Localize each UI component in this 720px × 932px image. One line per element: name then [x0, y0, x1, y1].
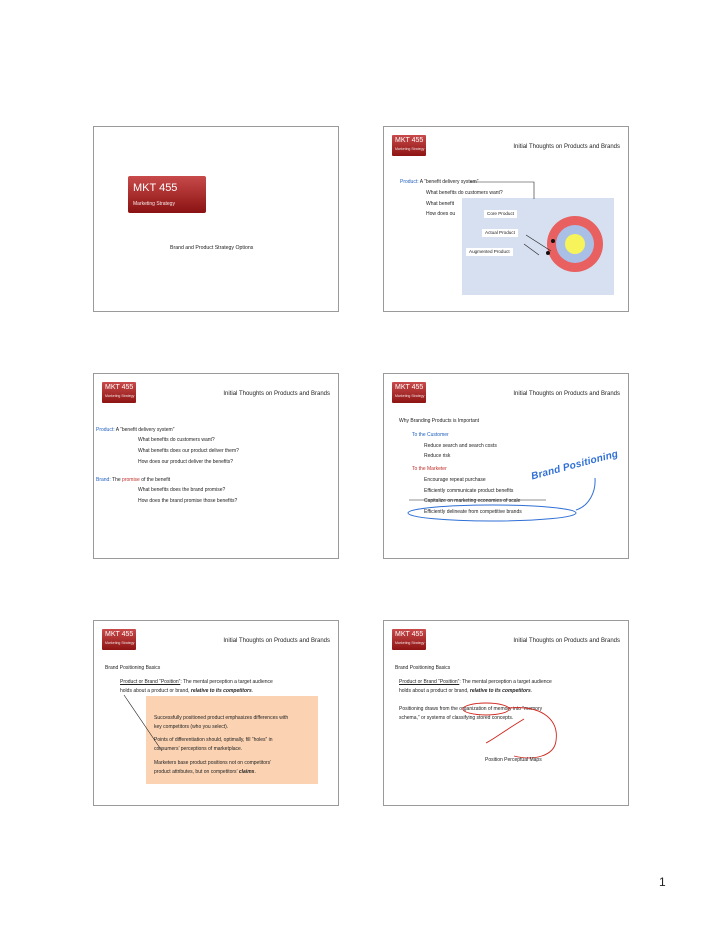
slide-5 — [93, 620, 339, 806]
customer-label: To the Customer — [412, 432, 449, 438]
slide-6 — [383, 620, 629, 806]
customer-item: Reduce risk — [424, 453, 451, 459]
position-term: Product or Brand “Position” — [399, 679, 460, 685]
bracket-connector — [384, 127, 628, 311]
course-logo-subtitle: Marketing Strategy — [395, 147, 425, 151]
course-logo-subtitle: Marketing Strategy — [105, 394, 135, 398]
marketer-item: Capitalize on marketing economies of scale — [424, 498, 521, 504]
brand-positioning-callout: Brand Positioning — [530, 448, 620, 483]
course-logo — [128, 176, 206, 213]
note-text: product attributes, but on competitors’ — [154, 769, 239, 775]
memory-schema-text: Positioning draws from the organization of memory into “memory — [399, 706, 543, 712]
callout-connector — [384, 621, 628, 805]
product-question: What benefits does our product deliver them? — [138, 448, 239, 454]
position-definition-text: holds about a product or brand, — [399, 688, 470, 694]
note-line: key competitors (who you select). — [154, 724, 229, 730]
product-question: What benefit — [426, 201, 455, 207]
product-question: What benefits do customers want? — [138, 437, 215, 443]
brand-definition — [96, 477, 170, 484]
course-logo-subtitle: Marketing Strategy — [395, 394, 425, 398]
slide-title: Initial Thoughts on Products and Brands — [513, 638, 620, 644]
position-definition-text: . — [251, 688, 254, 694]
product-question: What benefits do customers want? — [426, 190, 503, 196]
slide-title: Initial Thoughts on Products and Brands — [223, 638, 330, 644]
augmented-product-label: Augmented Product — [466, 248, 513, 256]
course-logo-subtitle: Marketing Strategy — [395, 641, 425, 645]
position-definition-text: : The mental perception a target audience — [459, 679, 552, 685]
brand-definition-text: The — [110, 477, 123, 483]
emphasis-text: claims — [238, 769, 255, 775]
course-logo-title: MKT 455 — [395, 384, 424, 391]
course-logo-title: MKT 455 — [133, 182, 178, 194]
memory-schema-text: schema,” or systems of classifying stored concepts. — [399, 715, 514, 721]
slide-1 — [93, 126, 339, 312]
position-definition-text: . — [530, 688, 533, 694]
position-definition-text: holds about a product or brand, — [120, 688, 191, 694]
course-logo — [102, 382, 136, 403]
emphasis-text: relative to its competitors — [190, 688, 252, 694]
slide-3 — [93, 373, 339, 559]
pointer-line — [94, 621, 338, 805]
slide-title: Initial Thoughts on Products and Brands — [223, 391, 330, 397]
course-logo-title: MKT 455 — [395, 137, 424, 144]
brand-promise-word: promise — [122, 477, 140, 483]
product-label: Product: — [96, 427, 115, 433]
product-definition-text: A “benefit delivery system” — [114, 427, 175, 433]
note-text: . — [254, 769, 256, 775]
product-definition-text: A “benefit delivery system” — [418, 179, 479, 185]
actual-pointer-dot — [551, 239, 555, 243]
course-logo-title: MKT 455 — [105, 384, 134, 391]
marketer-item: Efficiently delineate from competitive brands — [424, 509, 522, 515]
position-term: Product or Brand “Position” — [120, 679, 181, 685]
slide-title: Initial Thoughts on Products and Brands — [513, 391, 620, 397]
marketer-item: Encourage repeat purchase — [424, 477, 486, 483]
slide-heading: Why Branding Products is Important — [399, 418, 480, 424]
course-logo-title: MKT 455 — [395, 631, 424, 638]
note-line: consumers’ perceptions of marketplace. — [154, 746, 243, 752]
brand-label: Brand: — [96, 477, 111, 483]
note-line: Successfully positioned product emphasizes differences with — [154, 715, 289, 721]
product-question: How does our product deliver the benefits? — [138, 459, 234, 465]
note-line — [154, 769, 256, 776]
course-logo-subtitle: Marketing Strategy — [133, 201, 175, 207]
slide-4 — [383, 373, 629, 559]
actual-product-label: Actual Product — [482, 229, 518, 237]
product-definition — [96, 427, 174, 434]
marketer-item: Efficiently communicate product benefits — [424, 488, 514, 494]
note-line: Marketers base product positions not on competitors’ — [154, 760, 272, 766]
position-definition-text: : The mental perception a target audience — [180, 679, 273, 685]
slide-1-body: Brand and Product Strategy Options — [170, 245, 254, 251]
callout-connector — [384, 374, 628, 558]
augmented-pointer-dot — [546, 251, 550, 255]
course-logo-subtitle: Marketing Strategy — [105, 641, 135, 645]
product-label: Product: — [400, 179, 419, 185]
customer-item: Reduce search and search costs — [424, 443, 497, 449]
product-question: How does ou — [426, 211, 456, 217]
slide-title: Initial Thoughts on Products and Brands — [513, 144, 620, 150]
perceptual-maps-label: Position Perceptual Maps — [485, 757, 542, 763]
brand-question: What benefits does the brand promise? — [138, 487, 226, 493]
slide-2 — [383, 126, 629, 312]
marketer-label: To the Marketer — [412, 466, 447, 472]
brand-definition-text: of the benefit — [139, 477, 171, 483]
slide-heading: Brand Positioning Basics — [395, 665, 451, 671]
brand-question: How does the brand promise those benefits? — [138, 498, 238, 504]
emphasis-text: relative to its competitors — [469, 688, 531, 694]
note-line: Points of differentiation should, optimally, fill “holes” in — [154, 737, 273, 743]
page-number: 1 — [659, 875, 666, 889]
core-product-label: Core Product — [484, 210, 517, 218]
course-logo-title: MKT 455 — [105, 631, 134, 638]
slide-heading: Brand Positioning Basics — [105, 665, 161, 671]
